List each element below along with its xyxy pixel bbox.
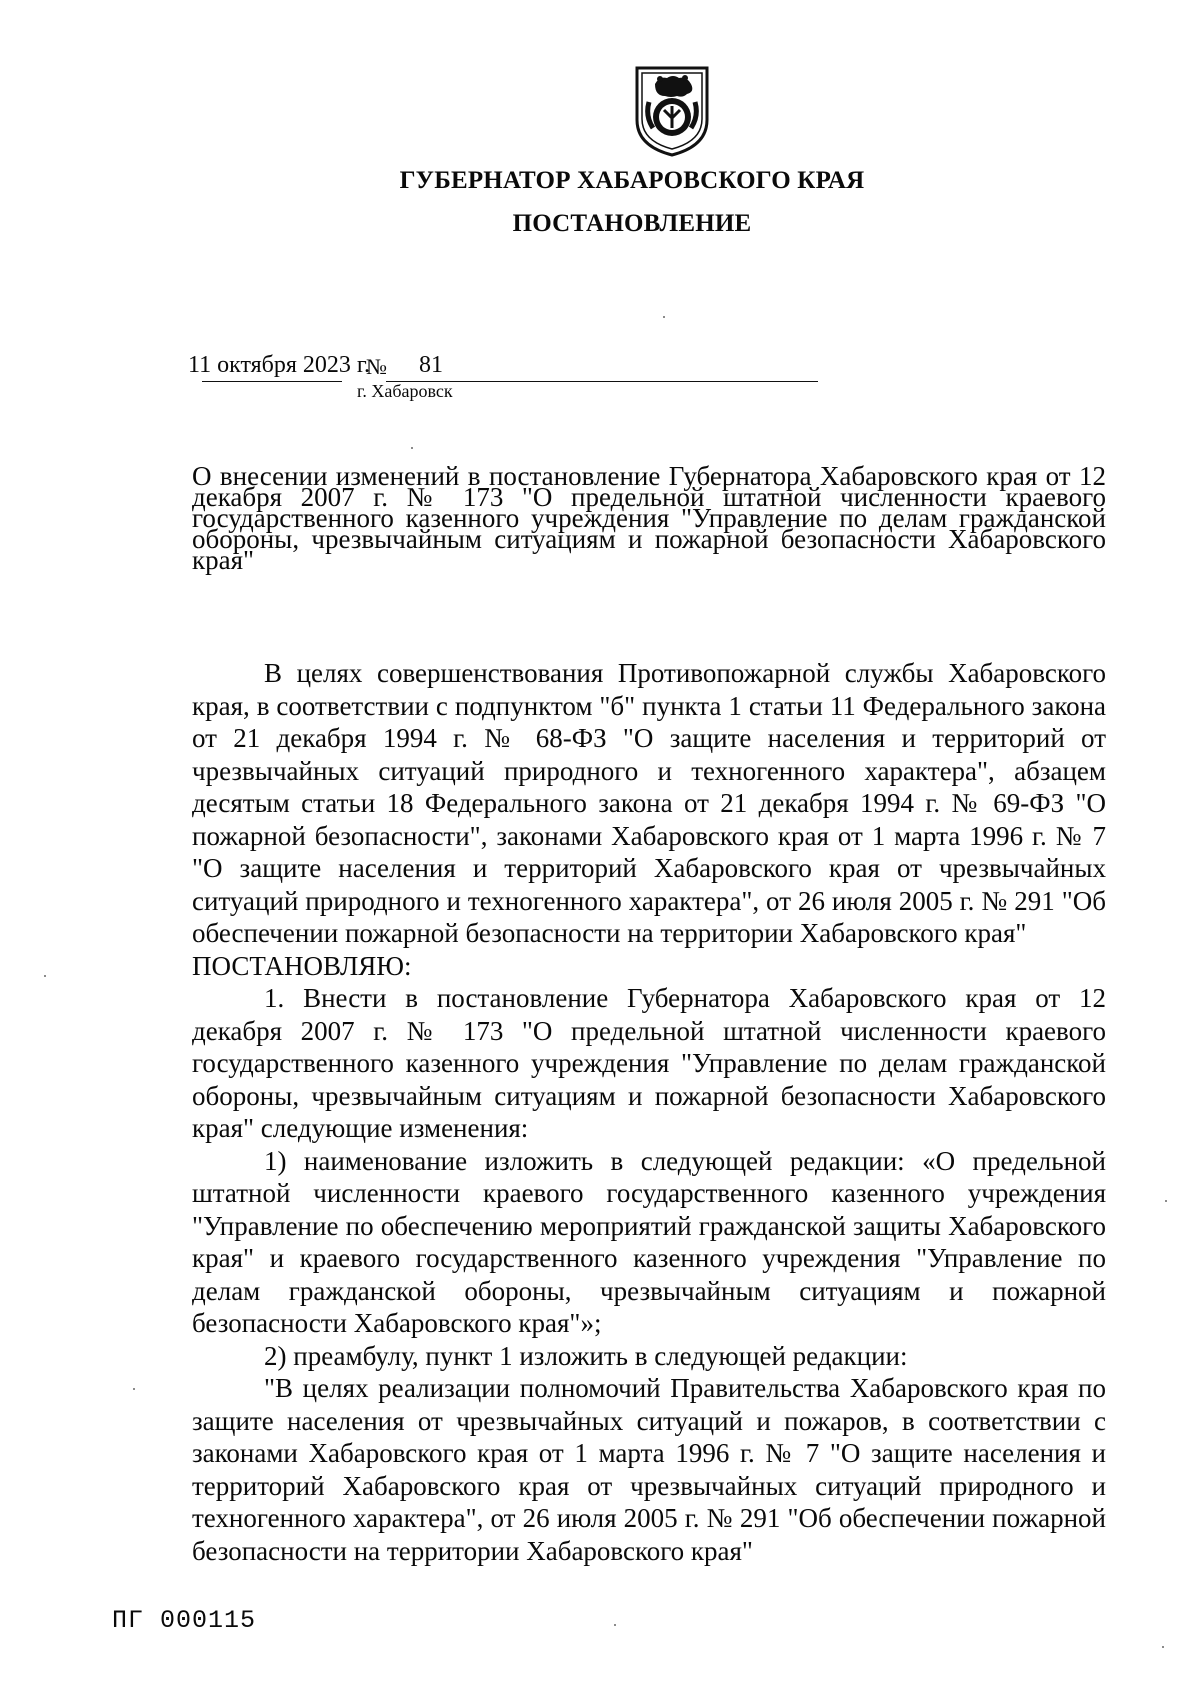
form-code: ПГ 000115 bbox=[112, 1606, 257, 1635]
scan-speck bbox=[1162, 1646, 1164, 1648]
scan-speck bbox=[133, 1388, 135, 1390]
document-body bbox=[192, 657, 1106, 1567]
scan-speck bbox=[1165, 1200, 1167, 1202]
item-1-paragraph: 1. Внести в постановление Губернатора Хабаровского края от 12 декабря 2007 г. № 173 "О предельной штатной численности краевого государственного казенного учреждения "Управление по делам гражданской обороны, чрезвычайным ситуациям и пожарной безопасности Хабаровского края" следующие изменения: bbox=[192, 983, 1106, 1143]
quoted-preamble-paragraph: "В целях реализации полномочий Правительства Хабаровского края по защите населения от чрезвычайных ситуаций и пожаров, в соответствии с законами Хабаровского края от 1 марта 1996 г. № 7 "О защите населения и территорий Хабаровского края от чрезвычайных ситуаций природного и техногенного характера", от 26 июля 2005 г. № 291 "Об обеспечении пожарной безопасности на территории Хабаровского края" bbox=[192, 1373, 1106, 1566]
scan-speck bbox=[44, 975, 46, 977]
date-number-line bbox=[188, 352, 628, 384]
scan-speck bbox=[411, 447, 413, 449]
issuing-authority: ГУБЕРНАТОР ХАБАРОВСКОГО КРАЯ bbox=[399, 167, 865, 194]
coat-of-arms-icon bbox=[633, 62, 711, 158]
subitem-1-paragraph: 1) наименование изложить в следующей редакции: «О предельной штатной численности краевого государственного казенного учреждения "Управление по обеспечению мероприятий гражданской защиты Хабаровского края" и краевого государственного казенного учреждения "Управление по делам гражданской обороны, чрезвычайным ситуациям и пожарной безопасности Хабаровского края"»; bbox=[192, 1145, 1106, 1338]
preamble-paragraph: В целях совершенствования Противопожарной службы Хабаровского края, в соответствии с подпунктом "б" пункта 1 статьи 11 Федерального закона от 21 декабря 1994 г. № 68-ФЗ "О защите населения и территорий от чрезвычайных ситуаций природного и техногенного характера", абзацем десятым статьи 18 Федерального закона от 21 декабря 1994 г. № 69-ФЗ "О пожарной безопасности", законами Хабаровского края от 1 марта 1996 г. № 7 "О защите населения и территорий Хабаровского края от чрезвычайных ситуаций природного и техногенного характера", от 26 июля 2005 г. № 291 "Об обеспечении пожарной безопасности на территории Хабаровского края" bbox=[192, 658, 1106, 948]
document-title: О внесении изменений в постановление Губернатора Хабаровского края от 12 декабря 2007 г. № 173 "О предельной штатной численности краевого государственного казенного учреждения "Управление по делам гражданской обороны, чрезвычайным ситуациям и пожарной безопасности Хабаровского края" bbox=[192, 461, 1106, 575]
decree-word: ПОСТАНОВЛЯЮ: bbox=[192, 950, 412, 981]
scan-speck bbox=[663, 316, 665, 318]
document-city: г. Хабаровск bbox=[357, 381, 453, 401]
document-type: ПОСТАНОВЛЕНИЕ bbox=[512, 210, 752, 237]
number-sign: № bbox=[366, 354, 387, 379]
document-number: 81 bbox=[419, 352, 443, 378]
date-underline bbox=[202, 381, 342, 382]
scan-speck bbox=[614, 1624, 616, 1626]
document-date: 11 октября 2023 г. bbox=[188, 352, 371, 378]
subitem-2-paragraph: 2) преамбулу, пункт 1 изложить в следующей редакции: bbox=[264, 1340, 908, 1371]
